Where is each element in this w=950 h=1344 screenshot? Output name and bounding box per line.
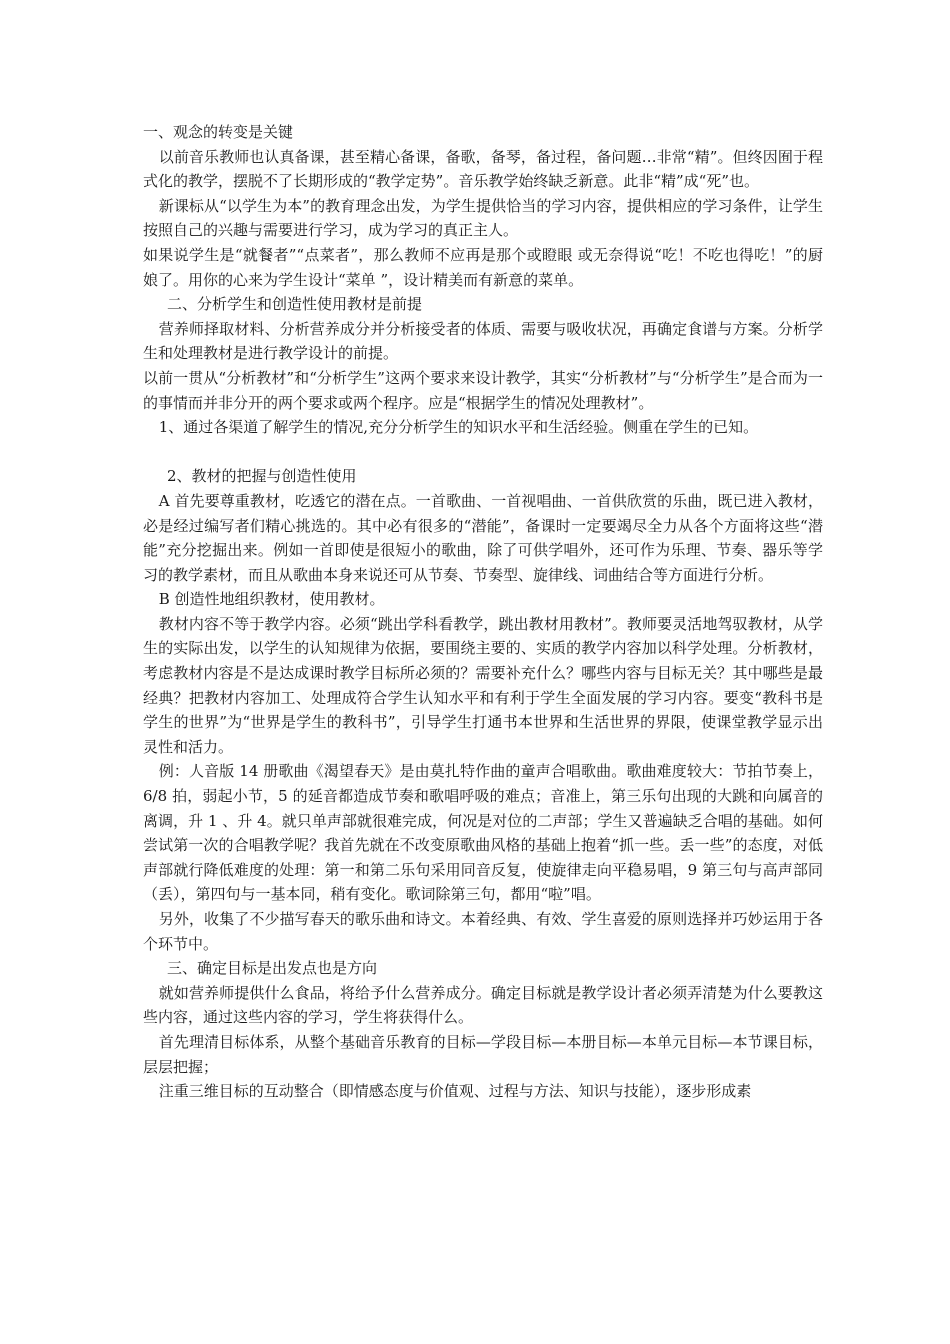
heading-set-goals: 三、确定目标是出发点也是方向 bbox=[167, 959, 378, 978]
paragraph-creative-organization: B 创造性地组织教材，使用教材。 bbox=[158, 590, 385, 609]
paragraph-example-song: 例：人音版 14 册歌曲《渴望春天》是由莫扎特作曲的童声合唱歌曲。歌曲难度较大：节拍节奏上，6/8 拍，弱起小节，5 的延音都造成节奏和歌唱呼吸的难点；音准上，第三乐句出现的大跳和向属音的离调，升 1 、升 4。就只单声部就很难完成，何况是对位的二声部；学生又普遍缺乏合唱的基础。如何尝试第一次的合唱教学呢？我首先就在不改变原歌曲风格的基础上抱着“抓一些。丢一些”的态度，对低声部就行降低难度的处理：第一和第二乐句采用同音反复，使旋律走向平稳易唱，9 第三句与高声部同（丢），第四句与一基本同，稍有变化。歌词除第三句，都用“啦”唱。 bbox=[143, 762, 823, 904]
paragraph-additional-materials: 另外，收集了不少描写春天的歌乐曲和诗文。本着经典、有效、学生喜爱的原则选择并巧妙运用于各个环节中。 bbox=[143, 910, 823, 953]
heading-concept-change: 一、观念的转变是关键 bbox=[143, 123, 294, 141]
list-item-textbook-use: 2、教材的把握与创造性使用 bbox=[167, 467, 357, 486]
paragraph-analysis-requirements: 以前一贯从“分析教材”和“分析学生”这两个要求来设计教学，其实“分析教材”与“分析学生”是合而为一的事情而并非分开的两个要求或两个程序。应是“根据学生的情况处理教材”。 bbox=[143, 368, 823, 412]
paragraph-nutritionist: 营养师择取材料、分析营养成分并分析接受者的体质、需要与吸收状况，再确定食谱与方案。分析学生和处理教材是进行教学设计的前提。 bbox=[143, 319, 823, 363]
paragraph-new-curriculum: 新课标从“以学生为本”的教育理念出发，为学生提供恰当的学习内容，提供相应的学习条件，让学生按照自己的兴趣与需要进行学习，成为学习的真正主人。 bbox=[143, 196, 823, 240]
paragraph-three-dimensions: 注重三维目标的互动整合（即情感态度与价值观、过程与方法、知识与技能），逐步形成素 bbox=[158, 1082, 752, 1101]
document-page bbox=[143, 120, 823, 1104]
blank-line bbox=[143, 440, 823, 465]
heading-analyze-students: 二、分析学生和创造性使用教材是前提 bbox=[167, 295, 423, 314]
list-item-understand-students: 1、通过各渠道了解学生的情况,充分分析学生的知识水平和生活经验。侧重在学生的已知。 bbox=[158, 418, 759, 437]
paragraph-respect-textbook: A 首先要尊重教材，吃透它的潜在点。一首歌曲、一首视唱曲、一首供欣赏的乐曲，既已进入教材，必是经过编写者们精心挑选的。其中必有很多的“潜能”，备课时一定要竭尽全力从各个方面将这些“潜能”充分挖掘出来。例如一首即使是很短小的歌曲，除了可供学唱外，还可作为乐理、节奏、器乐等学习的教学素材，而且从歌曲本身来说还可从节奏、节奏型、旋律线、词曲结合等方面进行分析。 bbox=[143, 491, 823, 584]
paragraph-nutrition-goals: 就如营养师提供什么食品，将给予什么营养成分。确定目标就是教学设计者必须弄清楚为什么要教这些内容，通过这些内容的学习，学生将获得什么。 bbox=[143, 983, 823, 1027]
paragraph-content-vs-teaching: 教材内容不等于教学内容。必须“跳出学科看教学，跳出教材用教材”。教师要灵活地驾驭教材，从学生的实际出发，以学生的认知规律为依据，要围绕主要的、实质的教学内容加以科学处理。分析教材，考虑教材内容是不是达成课时教学目标所必须的？需要补充什么？哪些内容与目标无关？其中哪些是最经典？把教材内容加工、处理成符合学生认知水平和有利于学生全面发展的学习内容。要变“教科书是学生的世界”为“世界是学生的教科书”，引导学生打通书本世界和生活世界的界限，使课堂教学显示出灵性和活力。 bbox=[143, 614, 823, 756]
paragraph-goal-system: 首先理清目标体系，从整个基础音乐教育的目标—学段目标—本册目标—本单元目标—本节课目标，层层把握； bbox=[143, 1032, 823, 1076]
paragraph-previous-preparation: 以前音乐教师也认真备课，甚至精心备课，备歌，备琴，备过程，备问题…非常“精”。但终因囿于程式化的教学，摆脱不了长期形成的“教学定势”。音乐教学始终缺乏新意。此非“精”成“死”也。 bbox=[143, 147, 823, 191]
paragraph-diner-analogy: 如果说学生是“就餐者”“点菜者”，那么教师不应再是那个或瞪眼 或无奈得说“吃！不吃也得吃！”的厨娘了。用你的心来为学生设计“菜单 ”，设计精美而有新意的菜单。 bbox=[143, 245, 823, 289]
